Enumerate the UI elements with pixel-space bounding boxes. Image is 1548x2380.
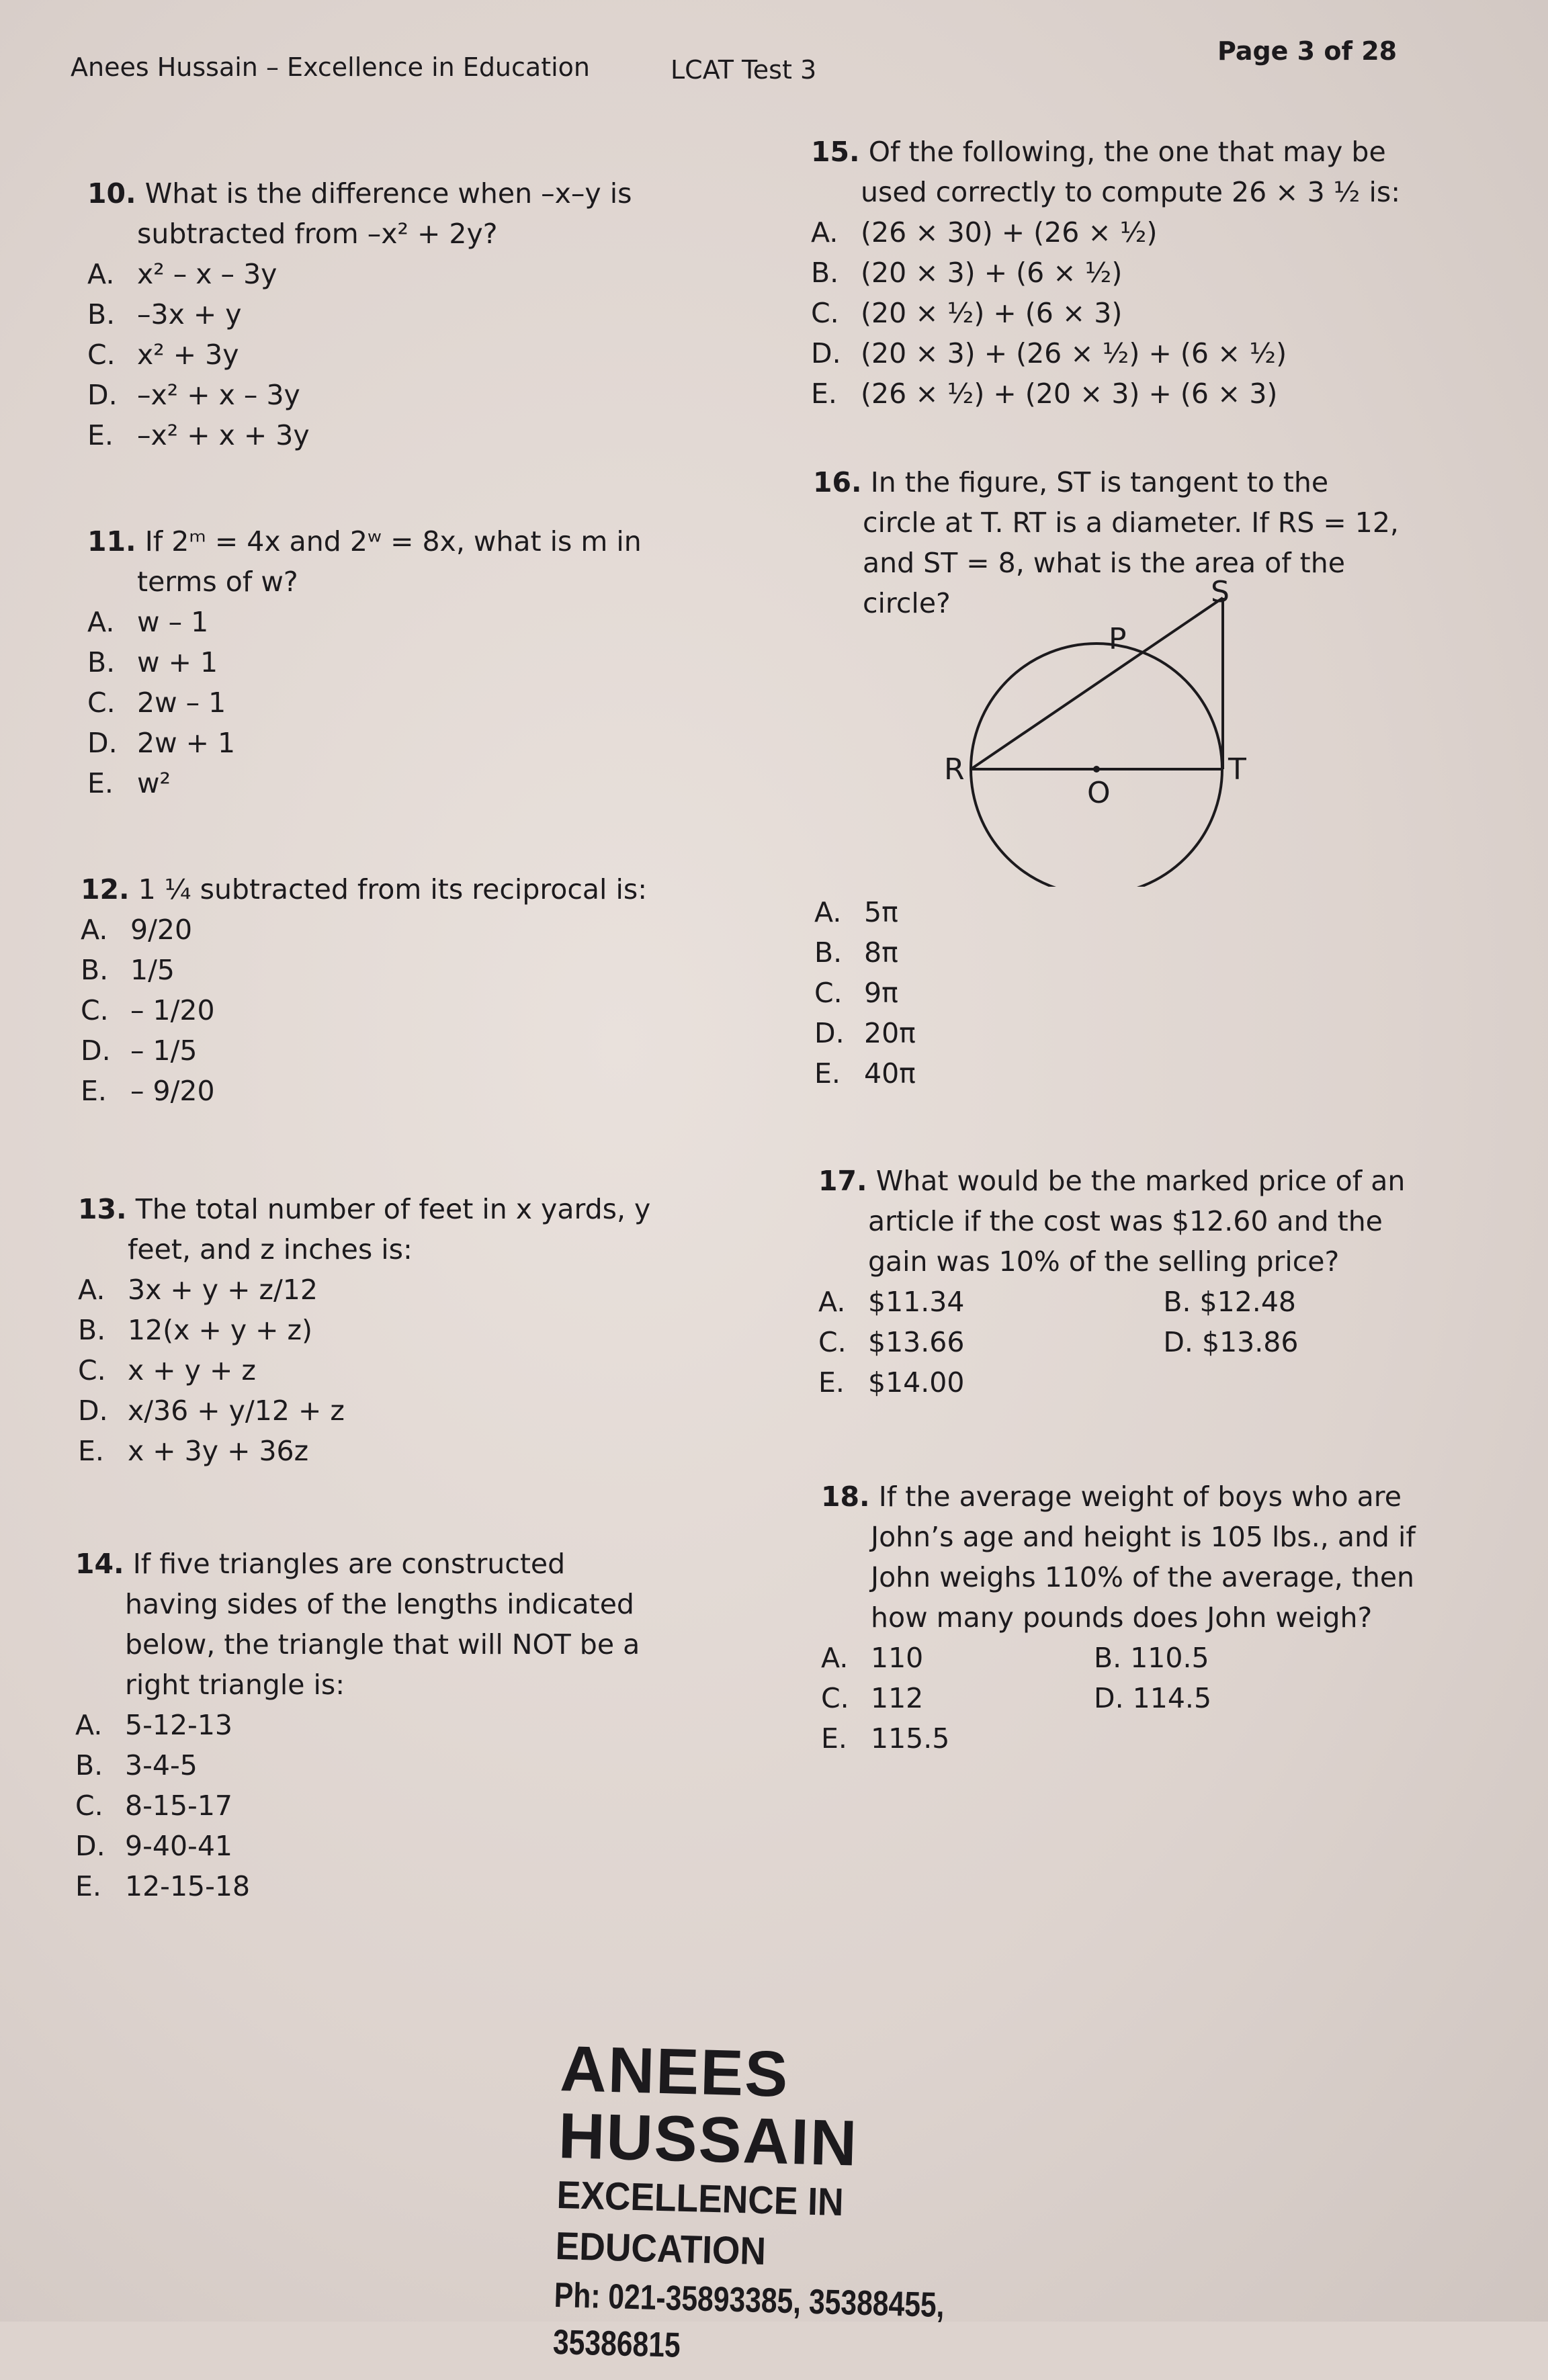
option-d[interactable] xyxy=(814,1013,1217,1053)
question-12 xyxy=(81,869,672,1111)
option-e[interactable] xyxy=(81,1071,672,1111)
option-b[interactable] xyxy=(87,294,658,335)
option-text: $13.86 xyxy=(1201,1326,1299,1358)
options-row xyxy=(818,1362,1410,1403)
center-point-o xyxy=(1093,766,1100,773)
question-text: In the figure, ST is tangent to the circle at T. RT is a diameter. If RS = 12, and ST = 8, what is the area of the circle? xyxy=(863,466,1399,619)
question-number: 10. xyxy=(87,177,136,210)
label-t: T xyxy=(1228,752,1246,787)
question-text: What is the difference when –x–y is subtracted from –x² + 2y? xyxy=(137,177,632,250)
option-text: 9/20 xyxy=(130,914,193,946)
option-label: D. xyxy=(1163,1326,1193,1358)
option-text: $11.34 xyxy=(868,1286,965,1318)
question-stem xyxy=(811,132,1402,212)
option-label: D. xyxy=(78,1395,108,1427)
option-text: 8-15-17 xyxy=(125,1790,233,1822)
option-label: C. xyxy=(811,297,839,329)
option-text: 40π xyxy=(864,1057,916,1090)
option-label: E. xyxy=(818,1366,845,1399)
option-b[interactable] xyxy=(811,253,1402,293)
option-text: x² + 3y xyxy=(137,339,239,371)
option-label: C. xyxy=(818,1326,847,1358)
option-label: B. xyxy=(75,1749,103,1781)
options-grid xyxy=(818,1282,1410,1403)
option-text: 12-15-18 xyxy=(125,1870,251,1902)
option-label: E. xyxy=(811,378,837,410)
option-label: B. xyxy=(81,954,109,986)
option-label: A. xyxy=(81,914,108,946)
option-label: A. xyxy=(75,1709,103,1741)
option-label: C. xyxy=(78,1354,106,1386)
question-number: 16. xyxy=(813,466,862,498)
option-d[interactable] xyxy=(75,1826,666,1866)
option-label: B. xyxy=(811,257,839,289)
label-s: S xyxy=(1211,578,1230,609)
option-text: 3x + y + z/12 xyxy=(128,1274,318,1306)
header-left: Anees Hussain – Excellence in Education xyxy=(71,52,590,82)
footer-tagline: EXCELLENCE IN EDUCATION xyxy=(554,2172,845,2274)
option-a[interactable] xyxy=(818,1282,1163,1322)
option-label: D. xyxy=(811,337,841,369)
header-right: Page 3 of 28 xyxy=(1217,36,1398,66)
question-number: 12. xyxy=(81,873,130,906)
option-text: 1/5 xyxy=(130,954,175,986)
options-grid xyxy=(821,1638,1426,1759)
option-a[interactable] xyxy=(75,1705,666,1745)
option-label: B. xyxy=(87,646,116,678)
option-d[interactable] xyxy=(87,723,658,763)
option-text: 9-40-41 xyxy=(125,1830,233,1862)
option-label: A. xyxy=(87,606,115,638)
option-d[interactable] xyxy=(78,1391,662,1431)
question-number: 18. xyxy=(821,1481,870,1513)
option-label: E. xyxy=(81,1075,107,1107)
option-text: w – 1 xyxy=(137,606,209,638)
option-label: D. xyxy=(814,1017,845,1049)
option-label: C. xyxy=(81,994,109,1026)
option-text: w² xyxy=(137,767,171,799)
option-label: C. xyxy=(87,687,116,719)
option-text: 3-4-5 xyxy=(125,1749,198,1781)
option-b[interactable] xyxy=(87,642,658,682)
option-label: B. xyxy=(1094,1642,1122,1674)
option-label: A. xyxy=(78,1274,105,1306)
option-text: 8π xyxy=(864,936,898,969)
options-list xyxy=(811,212,1402,414)
option-text: – 1/5 xyxy=(130,1034,198,1067)
option-text: 110 xyxy=(871,1642,924,1674)
footer-brand: ANEES HUSSAIN xyxy=(557,2033,859,2180)
option-text: 2w – 1 xyxy=(137,687,226,719)
option-text: x² – x – 3y xyxy=(137,258,277,290)
options-list xyxy=(87,602,658,803)
option-text: (20 × 3) + (26 × ½) + (6 × ½) xyxy=(861,337,1287,369)
option-text: –x² + x – 3y xyxy=(137,379,300,411)
question-number: 17. xyxy=(818,1165,867,1197)
option-label: A. xyxy=(814,896,842,928)
option-b[interactable] xyxy=(75,1745,666,1786)
option-text: –3x + y xyxy=(137,298,242,330)
circle-shape xyxy=(971,644,1222,887)
option-a[interactable] xyxy=(81,910,672,950)
option-c[interactable] xyxy=(814,973,1217,1013)
question-stem xyxy=(75,1544,666,1705)
question-16-options xyxy=(814,892,1217,1094)
option-text: – 9/20 xyxy=(130,1075,215,1107)
option-label: D. xyxy=(1094,1682,1124,1714)
option-text: w + 1 xyxy=(137,646,218,678)
question-stem xyxy=(818,1161,1410,1282)
option-b[interactable] xyxy=(81,950,672,990)
option-label: E. xyxy=(87,419,114,451)
option-e[interactable] xyxy=(87,763,658,803)
option-b[interactable] xyxy=(78,1310,662,1350)
question-number: 11. xyxy=(87,525,136,558)
options-row xyxy=(821,1638,1426,1678)
option-d[interactable] xyxy=(1163,1322,1410,1362)
header-center: LCAT Test 3 xyxy=(671,55,817,85)
option-label: C. xyxy=(814,977,843,1009)
option-a[interactable] xyxy=(821,1638,1094,1678)
circle-tangent-figure xyxy=(941,578,1290,887)
options-row xyxy=(821,1718,1426,1759)
option-label: E. xyxy=(75,1870,101,1902)
footer-phone: Ph: 021-35893385, 35388455, 35386815 xyxy=(552,2275,945,2365)
options-row xyxy=(818,1282,1410,1322)
option-text: (26 × 30) + (26 × ½) xyxy=(861,216,1158,249)
option-c[interactable] xyxy=(87,682,658,723)
question-text: If the average weight of boys who are John’s age and height is 105 lbs., and if John weighs 110% of the average, then how many pounds does John weigh? xyxy=(871,1481,1416,1634)
option-d[interactable] xyxy=(1094,1678,1363,1718)
option-label: E. xyxy=(78,1435,104,1467)
option-a[interactable] xyxy=(814,892,1217,932)
option-c[interactable] xyxy=(818,1322,1163,1362)
option-label: B. xyxy=(78,1314,106,1346)
option-e[interactable] xyxy=(78,1431,662,1471)
option-a[interactable] xyxy=(811,212,1402,253)
question-13 xyxy=(78,1189,662,1471)
question-17 xyxy=(818,1161,1410,1403)
option-text: (20 × 3) + (6 × ½) xyxy=(861,257,1123,289)
option-label: C. xyxy=(75,1790,103,1822)
question-15 xyxy=(811,132,1402,414)
question-stem xyxy=(87,173,658,254)
geometry-diagram xyxy=(941,578,1290,887)
label-r: R xyxy=(944,752,965,787)
question-stem xyxy=(87,521,658,602)
option-e[interactable] xyxy=(87,415,658,455)
options-list xyxy=(78,1270,662,1471)
option-label: E. xyxy=(821,1722,847,1755)
question-18 xyxy=(821,1477,1426,1759)
options-row xyxy=(821,1678,1426,1718)
question-text: If 2ᵐ = 4x and 2ʷ = 8x, what is m in terms of w? xyxy=(137,525,642,598)
option-label: A. xyxy=(818,1286,846,1318)
option-label: D. xyxy=(75,1830,105,1862)
question-text: 1 ¼ subtracted from its reciprocal is: xyxy=(138,873,648,906)
option-c[interactable] xyxy=(81,990,672,1030)
option-text: $14.00 xyxy=(868,1366,965,1399)
option-b[interactable] xyxy=(1094,1638,1363,1678)
question-14 xyxy=(75,1544,666,1906)
options-row xyxy=(818,1322,1410,1362)
question-number: 13. xyxy=(78,1193,127,1225)
option-text: 12(x + y + z) xyxy=(128,1314,313,1346)
bleed-through-stamp xyxy=(321,2042,337,2097)
option-text: x + y + z xyxy=(128,1354,256,1386)
options-list xyxy=(87,254,658,455)
option-a[interactable] xyxy=(87,254,658,294)
question-number: 14. xyxy=(75,1548,124,1580)
option-label: C. xyxy=(87,339,116,371)
option-text: 2w + 1 xyxy=(137,727,236,759)
option-e[interactable] xyxy=(818,1362,1195,1403)
option-text: – 1/20 xyxy=(130,994,215,1026)
question-stem xyxy=(81,869,672,910)
option-d[interactable] xyxy=(87,375,658,415)
options-list xyxy=(814,892,1217,1094)
secant-rs xyxy=(971,598,1223,769)
option-text: (20 × ½) + (6 × 3) xyxy=(861,297,1123,329)
label-p: P xyxy=(1109,622,1127,656)
option-d[interactable] xyxy=(811,333,1402,373)
question-10 xyxy=(87,173,658,455)
option-label: D. xyxy=(87,379,118,411)
question-11 xyxy=(87,521,658,803)
option-label: A. xyxy=(87,258,115,290)
option-text: 112 xyxy=(871,1682,924,1714)
option-text: –x² + x + 3y xyxy=(137,419,310,451)
option-label: A. xyxy=(821,1642,849,1674)
option-text: (26 × ½) + (20 × 3) + (6 × 3) xyxy=(861,378,1278,410)
question-text: What would be the marked price of an article if the cost was $12.60 and the gain was 10% of the selling price? xyxy=(868,1165,1406,1278)
label-o: O xyxy=(1087,776,1111,810)
option-text: 5-12-13 xyxy=(125,1709,233,1741)
option-label: D. xyxy=(87,727,118,759)
options-list xyxy=(81,910,672,1111)
option-text: 5π xyxy=(864,896,898,928)
option-label: B. xyxy=(87,298,116,330)
option-d[interactable] xyxy=(81,1030,672,1071)
option-text: $13.66 xyxy=(868,1326,965,1358)
option-text: $12.48 xyxy=(1199,1286,1297,1318)
option-text: 20π xyxy=(864,1017,916,1049)
option-c[interactable] xyxy=(75,1786,666,1826)
option-label: D. xyxy=(81,1034,111,1067)
option-text: 115.5 xyxy=(871,1722,950,1755)
option-text: x + 3y + 36z xyxy=(128,1435,309,1467)
option-text: x/36 + y/12 + z xyxy=(128,1395,345,1427)
question-stem xyxy=(78,1189,662,1270)
option-c[interactable] xyxy=(811,293,1402,333)
option-a[interactable] xyxy=(87,602,658,642)
footer-stamp xyxy=(552,2035,1099,2380)
option-label: E. xyxy=(87,767,114,799)
option-label: B. xyxy=(814,936,843,969)
option-e[interactable] xyxy=(814,1053,1217,1094)
option-b[interactable] xyxy=(814,932,1217,973)
option-label: A. xyxy=(811,216,838,249)
option-e[interactable] xyxy=(75,1866,666,1906)
option-e[interactable] xyxy=(811,373,1402,414)
option-label: E. xyxy=(814,1057,841,1090)
option-e[interactable] xyxy=(821,1718,1094,1759)
question-number: 15. xyxy=(811,136,860,168)
question-text: The total number of feet in x yards, y feet, and z inches is: xyxy=(128,1193,651,1266)
option-c[interactable] xyxy=(87,335,658,375)
option-text: 110.5 xyxy=(1130,1642,1209,1674)
option-label: B. xyxy=(1163,1286,1191,1318)
option-text: 9π xyxy=(864,977,898,1009)
option-c[interactable] xyxy=(821,1678,1094,1718)
option-b[interactable] xyxy=(1163,1282,1410,1322)
option-c[interactable] xyxy=(78,1350,662,1391)
question-text: If five triangles are constructed having sides of the lengths indicated below, the triangle that will NOT be a right triangle is: xyxy=(125,1548,640,1701)
options-list xyxy=(75,1705,666,1906)
option-a[interactable] xyxy=(78,1270,662,1310)
option-text: 114.5 xyxy=(1132,1682,1212,1714)
question-text: Of the following, the one that may be used correctly to compute 26 × 3 ½ is: xyxy=(861,136,1401,208)
question-stem xyxy=(821,1477,1426,1638)
option-label: C. xyxy=(821,1682,849,1714)
